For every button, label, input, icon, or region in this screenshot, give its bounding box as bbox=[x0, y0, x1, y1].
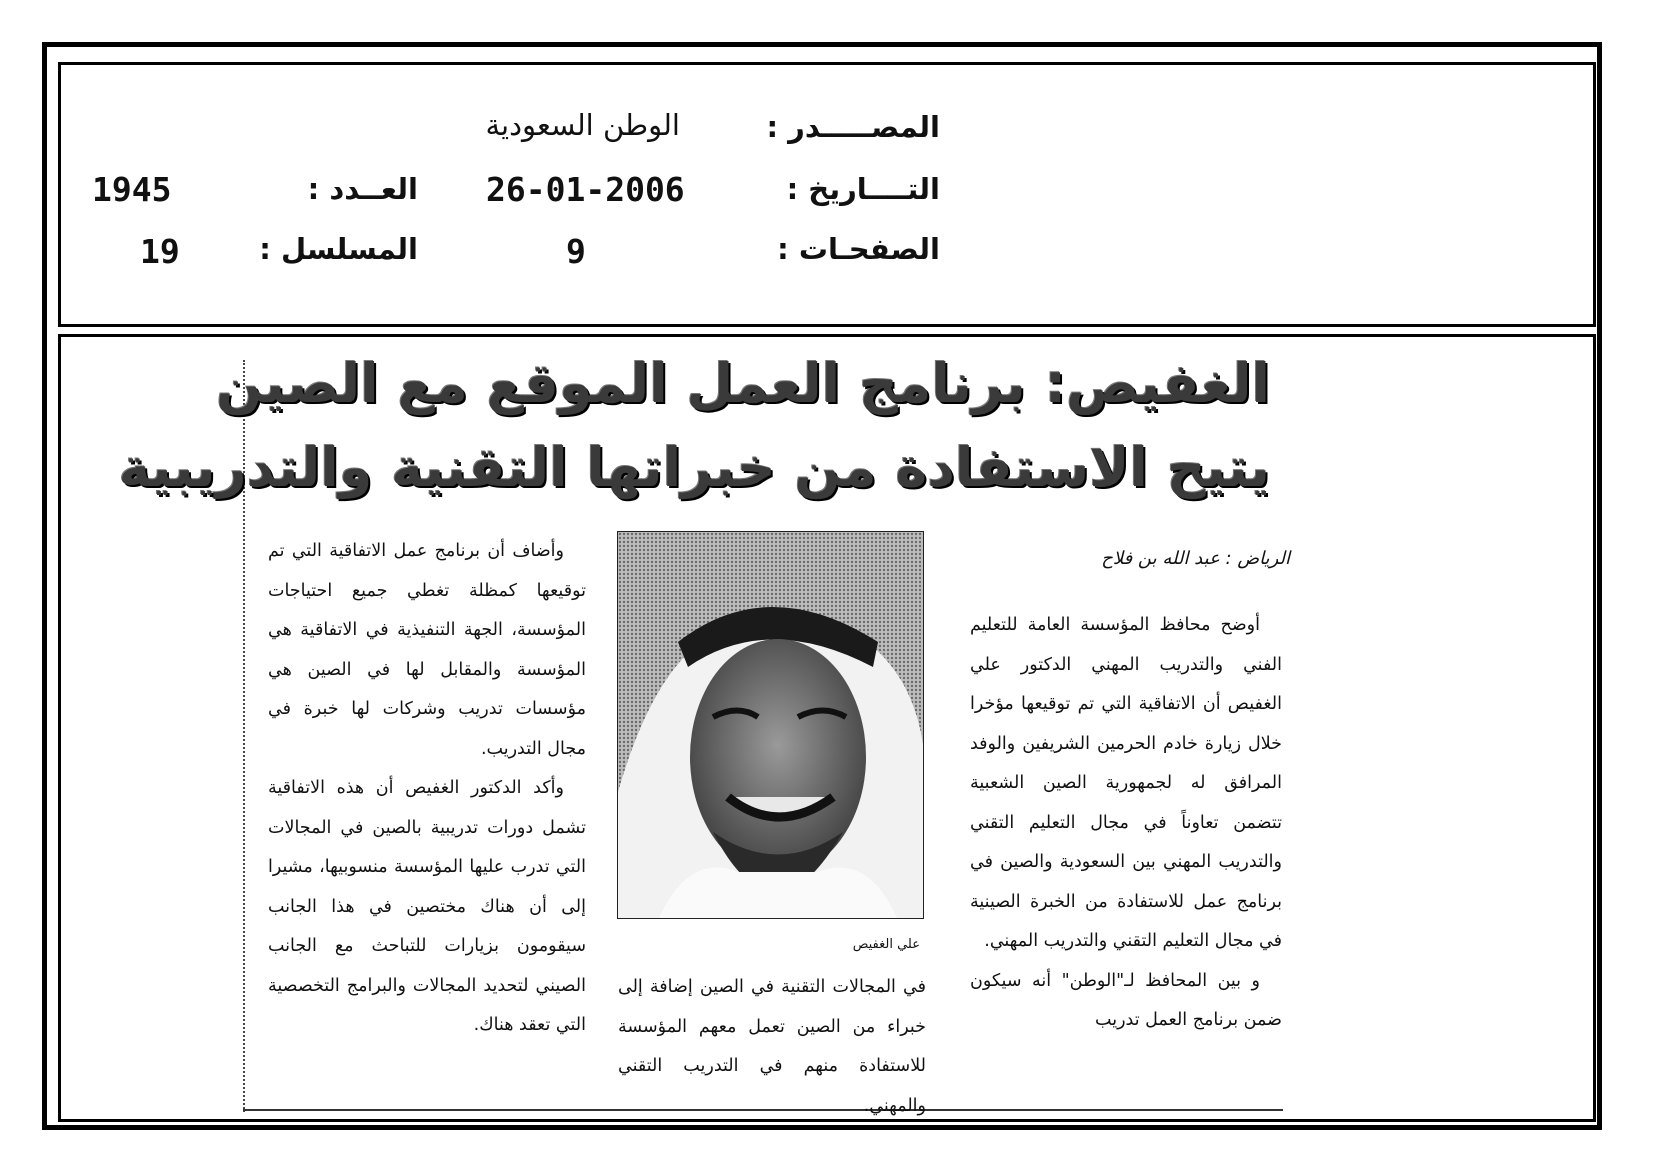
photo-caption: علي الغفيص bbox=[852, 937, 920, 952]
column-middle-paragraph: في المجالات التقنية في الصين إضافة إلى خبراء من الصين تعمل معهم المؤسسة للاستفادة منهم في التدريب التقني والمهني. bbox=[618, 977, 926, 1116]
byline: الرياض : عبد الله بن فلاح bbox=[1101, 548, 1290, 569]
issue-value: 1945 bbox=[92, 170, 172, 209]
date-label: التــــاريخ : bbox=[786, 172, 940, 206]
serial-value: 19 bbox=[140, 232, 180, 271]
column-left-paragraph-1: وأضاف أن برنامج عمل الاتفاقية التي تم توقيعها كمظلة تغطي جميع احتياجات المؤسسة، الجهة التنفيذية في الاتفاقية هي المؤسسة والمقابل لها في الصين هي مؤسسات تدريب وشركات لها خبرة في مجال التدريب. bbox=[268, 541, 586, 759]
column-left-paragraph-2: وأكد الدكتور الغفيص أن هذه الاتفاقية تشمل دورات تدريبية بالصين في المجالات التي تدرب عليها المؤسسة منسوبيها، مشيرا إلى أن هناك مختصين في هذا الجانب سيقومون بزيارات للتباحث مع الجانب الصيني لتحديد المجالات والبرامج التخصصية التي تعقد هناك. bbox=[268, 778, 586, 1035]
source-label: المصـــــدر : bbox=[766, 110, 940, 144]
portrait-photo bbox=[617, 531, 924, 919]
pages-value: 9 bbox=[566, 232, 586, 271]
column-right-paragraph-2: و بين المحافظ لـ"الوطن" أنه سيكون ضمن برنامج العمل تدريب bbox=[970, 970, 1282, 1030]
pages-label: الصفحـات : bbox=[777, 232, 940, 266]
column-right-paragraph-1: أوضح محافظ المؤسسة العامة للتعليم الفني والتدريب المهني الدكتور علي الغفيص أن الاتفاقية التي تم توقيعها مؤخرا خلال زيارة خادم الحرمين الشريفين والوفد المرافق له لجمهورية الصين الشعبية تتضمن تعاوناً في مجال التعليم التقني والتدريب المهني بين السعودية والصين في برنامج عمل للاستفادة من الخبرة الصينية في مجال التعليم التقني والتدريب المهني. bbox=[970, 615, 1282, 951]
date-value: 26-01-2006 bbox=[486, 170, 685, 209]
source-value: الوطن السعودية bbox=[485, 108, 680, 142]
column-middle bbox=[618, 968, 926, 1126]
headline-line-2: يتيح الاستفادة من خبراتها التقنية والتدريبية bbox=[118, 436, 1270, 499]
column-left bbox=[268, 532, 586, 1046]
headline-line-1: الغفيص: برنامج العمل الموقع مع الصين bbox=[216, 352, 1270, 415]
serial-label: المسلسل : bbox=[259, 232, 418, 266]
issue-label: العــدد : bbox=[307, 172, 418, 206]
column-right bbox=[970, 606, 1282, 1041]
